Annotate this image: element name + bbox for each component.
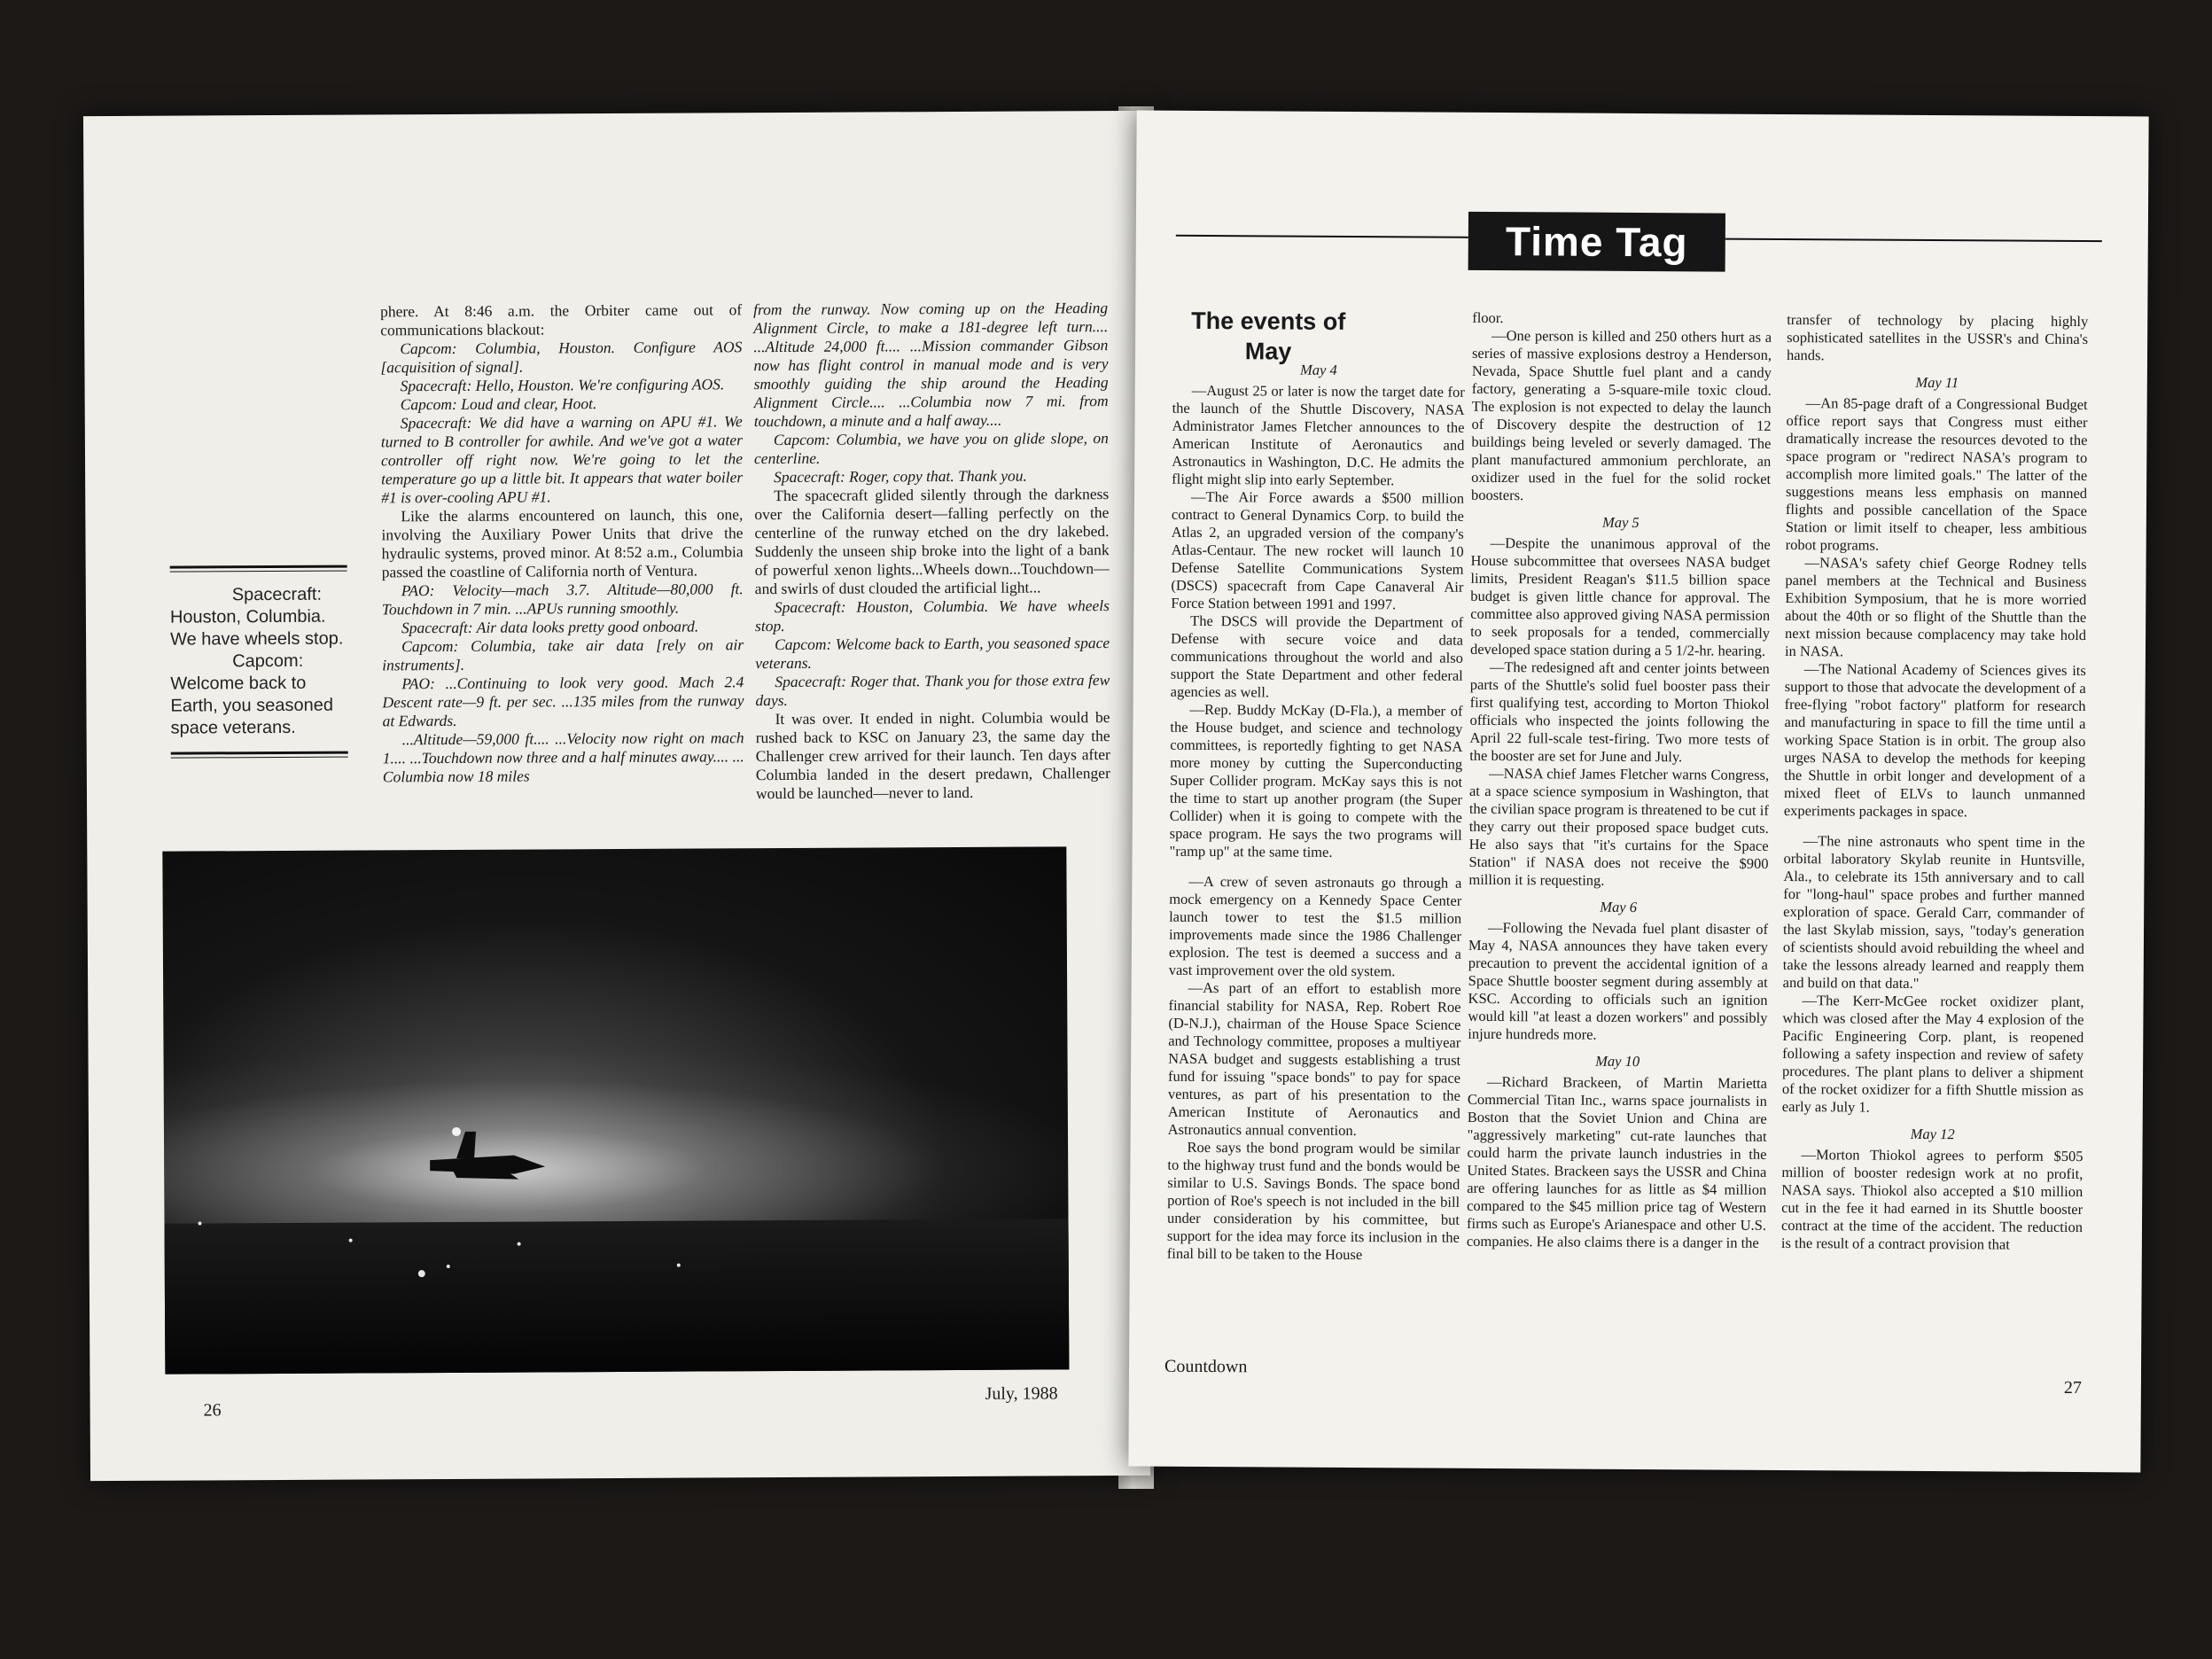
paragraph: —The National Academy of Sciences gives its support to those that advocate the development of a free-flying "robot factory" platform for research and manufacturing in space to fill the time until a working Space Station is in orbit. The group also urges NASA to develop the methods for keeping the Shuttle in orbit longer and development of a mixed fleet of ELVs to launch unmanned experiments packages in space. — [1783, 660, 2086, 821]
paragraph: —The redesigned aft and center joints between parts of the Shuttle's solid fuel booster pass their first qualifying test, according to Morton Thiokol officials who inspected the joints following the April 22 full-scale test-firing. Two more tests of the booster are set for June and July. — [1469, 658, 1770, 766]
section-title: Time Tag — [1468, 212, 1725, 272]
paragraph: The spacecraft glided silently through the darkness over the California desert—falling perfectly on the centerline of the runway etched on the dry lakebed. Suddenly the unseen ship broke into the light of a bank of powerful xenon lights...Wheels down...Touchdown—and swirls of dust clouded the artificial light... — [754, 485, 1110, 598]
date-heading: May 5 — [1601, 513, 1640, 531]
paragraph: —NASA chief James Fletcher warns Congress, at a space science symposium in Washington, that the civilian space program is threatened to be cut if they carry out their proposed space budget cuts. He also says that "it's curtains for the Space Station" if NASA does not receive the $900 million it is requesting. — [1468, 764, 1770, 889]
paragraph: Capcom: Columbia, take air data [rely on air instruments]. — [382, 635, 744, 674]
paragraph: Spacecraft: Houston, Columbia. We have wheels stop. — [754, 596, 1110, 635]
events-heading: The events of May — [1191, 307, 1346, 365]
right-column-2 — [1467, 309, 1772, 1252]
paragraph: The DSCS will provide the Department of Defense with secure voice and data communications throughout the world and also support the State Department and other federal agencies as well. — [1170, 611, 1464, 701]
paragraph: PAO: ...Continuing to look very good. Mach 2.4 Descent rate—9 ft. per sec. ...135 miles from the runway at Edwards. — [382, 673, 744, 730]
paragraph: Spacecraft: Roger, copy that. Thank you. — [774, 466, 1027, 487]
paragraph: —An 85-page draft of a Congressional Budget office report says that Congress must either dramatically increase the resources devoted to the space program or "redirect NASA's program to accomplish more limited goals." The latter of the suggestions means less emphasis on manned flights and possible cancellation of the Space Station or limit itself to cheaper, less ambitious robot programs. — [1785, 394, 2088, 554]
page-number-right: 27 — [2063, 1377, 2082, 1398]
paragraph: Capcom: Loud and clear, Hoot. — [400, 394, 597, 414]
pull-quote-line: Capcom: — [232, 650, 304, 672]
paragraph: —NASA's safety chief George Rodney tells panel members at the Technical and Business Exhibition Symposium, that he is more worried about the 40th or so flight of the Shuttle than the next mission because complacency may take hold in NASA. — [1784, 554, 2087, 660]
paragraph: —The nine astronauts who spent time in the orbital laboratory Skylab reunite in Huntsville, Ala., to celebrate its 15th anniversary and to call for "long-haul" space probes and further manned exploration of space. Gerald Carr, commander of the last Skylab mission, says, "today's generation of scientists should avoid rebuilding the wheel and take the lessons already learned and reapply them and build on that data." — [1782, 832, 2085, 992]
paragraph: Capcom: Welcome back to Earth, you seasoned space veterans. — [755, 634, 1110, 673]
pull-quote-line: Houston, Columbia. — [169, 606, 326, 627]
left-column-2 — [753, 299, 1110, 803]
date-heading: May 12 — [1910, 1125, 1955, 1143]
right-column-3 — [1781, 311, 2088, 1254]
pull-quote-line: Earth, you seasoned — [170, 695, 333, 716]
paragraph: Spacecraft: Air data looks pretty good onboard. — [401, 617, 699, 637]
paragraph: phere. At 8:46 a.m. the Orbiter came out of communications blackout: — [380, 300, 743, 339]
folio-name: Countdown — [1164, 1356, 1248, 1377]
paragraph: It was over. It ended in night. Columbia would be rushed back to KSC on January 23, the same day the Challenger crew arrived for their launch. Ten days after Columbia landed in the desert predawn, Challenger would be launched—never to land. — [755, 708, 1110, 803]
paragraph: —A crew of seven astronauts go through a mock emergency on a Kennedy Space Center launch tower to test the $1.5 million improvements made since the 1986 Challenger explosion. The test is deemed a success and a vast improvement over the old system. — [1168, 872, 1462, 980]
shuttle-landing-photo — [162, 846, 1069, 1374]
pull-quote-line: Welcome back to — [170, 673, 307, 694]
paragraph: —Morton Thiokol agrees to perform $505 million of booster redesign work at no profit, NASA says. Thiokol also accepted a $10 million cut in the fee it had earned in its Shuttle booster contract at the time of the accident. The reduction is the result of a contract provision that — [1780, 1146, 2083, 1253]
right-page — [1128, 111, 2148, 1473]
paragraph: —Richard Brackeen, of Martin Marietta Commercial Titan Inc., warns space journalists in Boston that the Soviet Union and China are "aggressively marketing" cut-rate launches that could harm the private launch industries in the United States. Brackeen says the USSR and China are offering launches for as little as $4 million compared to the $45 million price tag of Western firms such as Europe's Arianespace and other U.S. companies. He also claims there is a danger in the — [1466, 1072, 1768, 1251]
left-page — [83, 111, 1150, 1481]
paragraph: —As part of an effort to establish more financial stability for NASA, Rep. Robert Roe (D-N.J.), chairman of the House Space Science and Technology committee, proposes a multiyear NASA budget and suggests establishing a trust fund for issuing "space bonds" to pay for space ventures, as part of his presentation to the American Institute of Aeronautics and Astronautics annual convention. — [1167, 978, 1461, 1140]
paragraph: —The Air Force awards a $500 million contract to General Dynamics Corp. to build the Atlas 2, an upgraded version of the company's Atlas-Centaur. The new rocket will launch 10 Defense Satellite Communications System (DSCS) spacecraft from Cape Canaveral Air Force Station between 1991 and 1997. — [1171, 487, 1465, 613]
paragraph: Capcom: Columbia, Houston. Configure AOS [acquisition of signal]. — [380, 338, 743, 377]
paragraph: —Following the Nevada fuel plant disaster of May 4, NASA announces they have taken every precaution to prevent the accidental ignition of a Space Shuttle booster segment during assembly at KSC. According to officials such an ignition would kill "at least a dozen workers" and possibly injure hundreds more. — [1468, 918, 1769, 1043]
paragraph: Spacecraft: Roger that. Thank you for those extra few days. — [755, 671, 1110, 710]
paragraph: —The Kerr-McGee rocket oxidizer plant, which was closed after the May 4 explosion of the Pacific Engineering Corp. plant, is reopened following a safety inspection and review of safety procedures. The plant plans to deliver a shipment of the rocket oxidizer for a fifth Shuttle mission as early as July 1. — [1781, 992, 2084, 1116]
paragraph: Spacecraft: Hello, Houston. We're configuring AOS. — [400, 375, 725, 395]
date-heading: May 10 — [1595, 1052, 1640, 1071]
paragraph: Like the alarms encountered on launch, this one, involving the Auxiliary Power Units that drive the hydraulic systems, proved minor. At 8:52 a.m., Columbia passed the coastline of California north of Ventura. — [381, 505, 744, 581]
paragraph: —August 25 or later is now the target date for the launch of the Shuttle Discovery, NASA Administrator James Fletcher announces to the American Institute of Aeronautics and Astronautics in Washington, D.C. He admits the flight might slip into early September. — [1172, 381, 1465, 489]
paragraph: PAO: Velocity—mach 3.7. Altitude—80,000 ft. Touchdown in 7 min. ...APUs running smoothly. — [381, 580, 744, 619]
paragraph: Capcom: Columbia, we have you on glide slope, on centerline. — [753, 429, 1109, 468]
date-heading: May 4 — [1299, 361, 1337, 378]
pull-quote — [170, 565, 348, 759]
left-column-1 — [380, 300, 744, 786]
paragraph: Roe says the bond program would be similar to the highway trust fund and the bonds would be similar to U.S. Savings Bonds. The space bond portion of Roe's speech is not included in the bill under consideration by his committee, but support for the idea may force its inclusion in the final bill to be taken to the House — [1166, 1138, 1460, 1264]
date-heading: May 6 — [1600, 898, 1638, 915]
header-rule-left — [1176, 235, 1468, 238]
paragraph: from the runway. Now coming up on the Heading Alignment Circle, to make a 181-degree left turn.... ...Altitude 24,000 ft.... ...Mission commander Gibson now has flight control in manual mode and is very smoothly guiding the ship around the Heading Alignment Circle.... ...Columbia now 7 mi. from touchdown, a minute and a half away.... — [753, 299, 1109, 431]
shuttle-silhouette — [430, 1131, 545, 1180]
paragraph: ...Altitude—59,000 ft.... ...Velocity now right on mach 1.... ...Touchdown now three and a half minutes away.... ... Columbia now 18 miles — [382, 728, 744, 786]
pull-quote-line: space veterans. — [170, 717, 296, 738]
paragraph: Spacecraft: We did have a warning on APU #1. We turned to B controller for awhile. And we've got a water controller off right now. We're going to let the temperature go up a little bit. It appears that water boiler #1 is over-cooling APU #1. — [380, 412, 744, 507]
header-rule-right — [1725, 238, 2102, 243]
pull-quote-line: Spacecraft: — [231, 584, 323, 605]
pull-quote-line: We have wheels stop. — [170, 628, 344, 650]
right-column-1 — [1167, 352, 1465, 1265]
date-heading: May 11 — [1915, 373, 1959, 392]
paragraph: floor. — [1472, 308, 1504, 327]
page-number-left: 26 — [203, 1400, 222, 1421]
paragraph: —Rep. Buddy McKay (D-Fla.), a member of the House budget, and science and technology committees, is reportedly fighting to get NASA more money by cutting the Superconducting Super Collider program. McKay says this is not the time to start up another program (the Super Collider) when it is going to compete with the space program. He says the two programs will "ramp up" at the same time. — [1169, 700, 1463, 861]
paragraph: —Despite the unanimous approval of the House subcommittee that oversees NASA budget limits, President Reagan's $11.5 billion space budget is given little chance for approval. The committee also approved giving NASA permission to seek proposals for a tended, commercially developed space station during a 5 1/2-hr. hearing. — [1469, 534, 1771, 659]
paragraph: transfer of technology by placing highly sophisticated satellites in the USSR's and China's hands. — [1786, 311, 2089, 364]
folio-date: July, 1988 — [985, 1383, 1058, 1404]
paragraph: —One person is killed and 250 others hurt as a series of massive explosions destroy a Henderson, Nevada, Space Shuttle fuel plant and a candy factory, generating a 5-square-mile toxic cloud. The explosion is not expected to delay the launch of Discovery despite the destruction of 12 buildings being leveled or severly damaged. The plant manufactured ammonium perchlorate, an oxidizer used in the fuel for the solid rocket boosters. — [1470, 326, 1772, 504]
